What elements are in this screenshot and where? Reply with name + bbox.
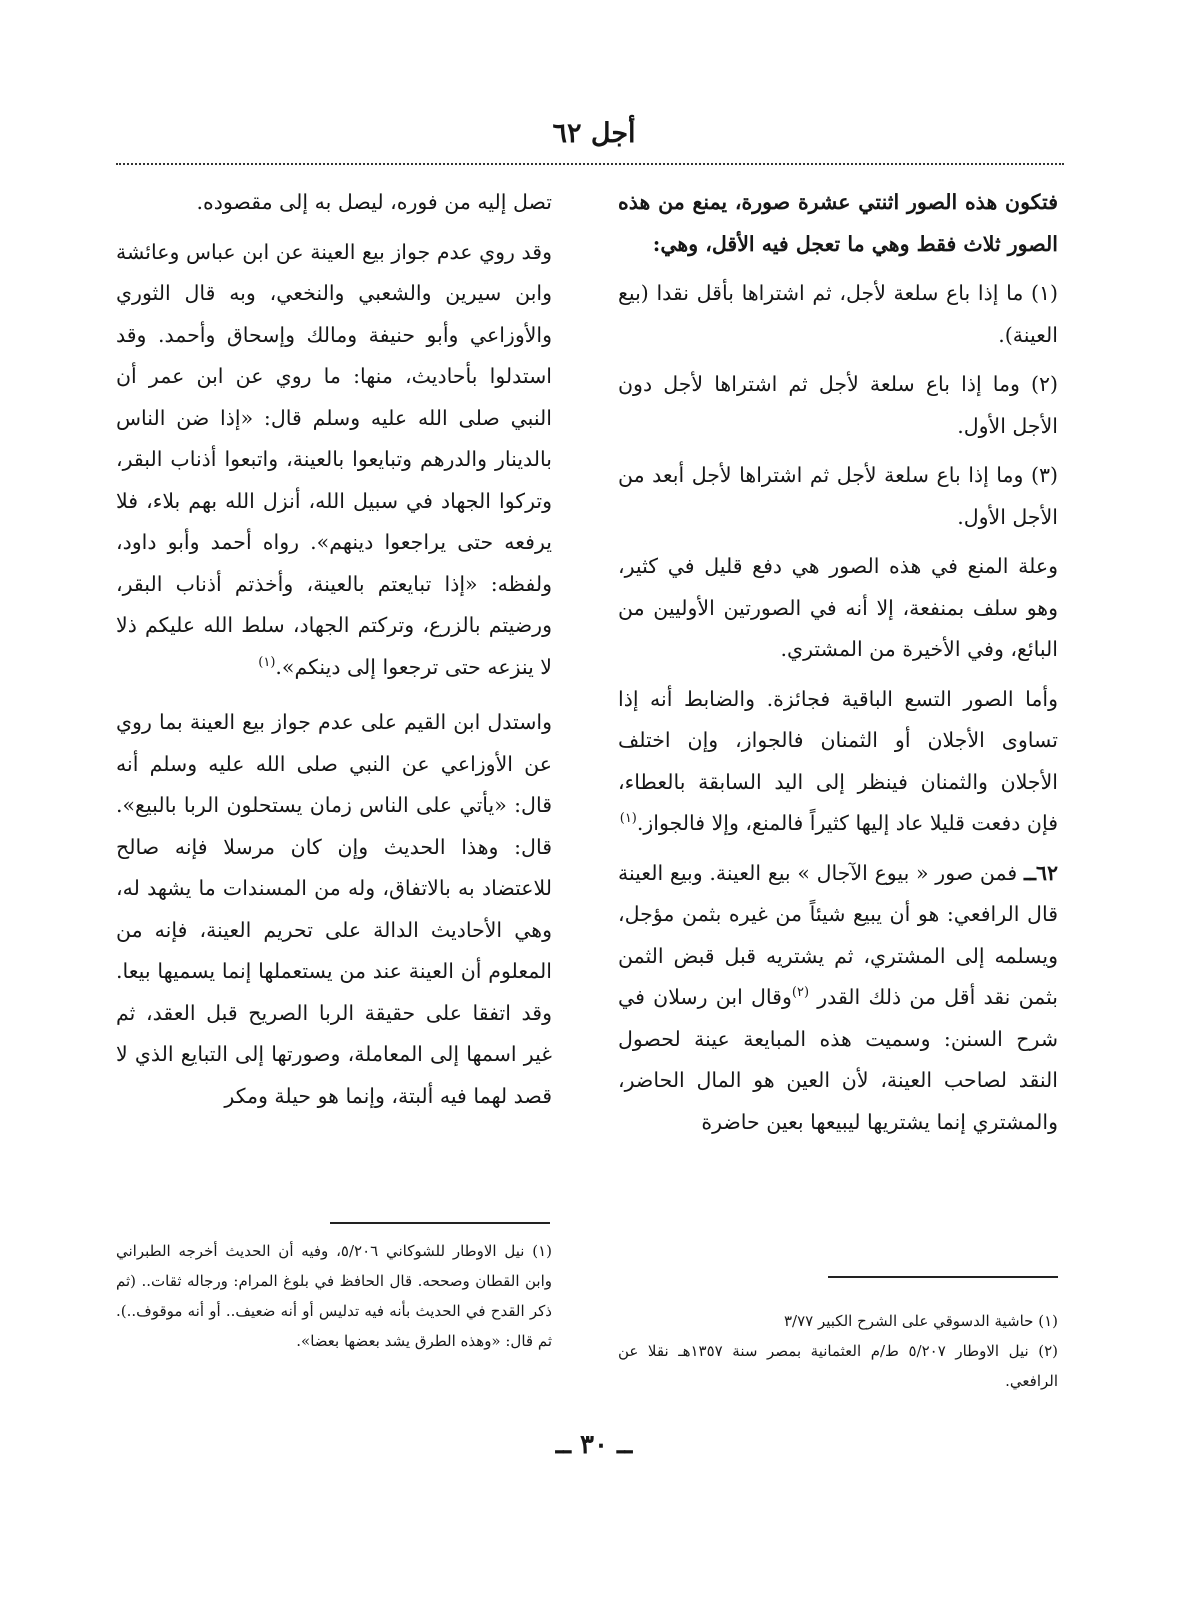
header-dotted-rule [116,163,1064,165]
footnote-ref-2: (٢) [791,985,810,1001]
footnote-rule-right [828,1276,1058,1278]
footnote-ref-1: (١) [619,811,637,827]
footnote-rule-left [330,1222,550,1224]
footnotes-right [618,1306,1058,1396]
paragraph-intro: فتكون هذه الصور اثنتي عشرة صورة، يمنع من هذه الصور ثلاث فقط وهي ما تعجل فيه الأقل، وهي: [618,190,1058,256]
paragraph-section-62 [618,853,1058,1144]
footnote-right-1: (١) حاشية الدسوقي على الشرح الكبير ٣/٧٧ [783,1312,1058,1330]
page-number: ــ ٣٠ ــ [555,1430,633,1460]
right-column [618,182,1058,1151]
section-text-b: وقال ابن رسلان في شرح السنن: وسميت هذه المبايعة عينة لحصول النقد لصاحب العينة، لأن العين هو المال الحاضر، والمشتري إنما يشتريها ليبيعها بعين حاضرة [618,985,1058,1134]
paragraph-remaining-cases [618,679,1058,845]
footnote-left-1: (١) نيل الاوطار للشوكاني ٥/٢٠٦، وفيه أن الحديث أخرجه الطبراني وابن القطان وصححه. قال الحافظ في بلوغ المرام: ورجاله ثقات.. (ثم ذكر القدح في الحديث بأنه فيه تدليس أو أنه ضعيف.. أو أنه موقوف..). ثم قال: «وهذه الطرق يشد بعضها بعضا». [116,1242,553,1350]
paragraph-remaining-text: وأما الصور التسع الباقية فجائزة. والضابط أنه إذا تساوى الأجلان أو الثمنان فالجواز، وإن اختلف الأجلان والثمنان فينظر إلى اليد السابقة بالعطاء، فإن دفعت قليلا عاد إليها كثيراً فالمنع، وإلا فالجواز. [618,686,1058,835]
paragraph-continuation: تصل إليه من فوره، ليصل به إلى مقصوده. [196,190,552,214]
section-number: ٦٢ــ [1023,860,1058,885]
paragraph-case-2: (٢) وما إذا باع سلعة لأجل ثم اشتراها لأجل دون الأجل الأول. [618,372,1058,438]
footnote-right-2: (٢) نيل الاوطار ٥/٢٠٧ ط/م العثمانية بمصر سنة ١٣٥٧هـ نقلا عن الرافعي. [618,1342,1058,1390]
paragraph-ibn-qayyim: واستدل ابن القيم على عدم جواز بيع العينة بما روي عن الأوزاعي عن النبي صلى الله عليه وسلم أنه قال: «يأتي على الناس زمان يستحلون الربا بالبيع». قال: وهذا الحديث وإن كان مرسلا فإنه صالح للاعتضاد به بالاتفاق، وله من المسندات ما يشهد له، وهي الأحاديث الدالة على تحريم العينة، فإنه من المعلوم أن العينة عند من يستعملها إنما يسميها بيعا. وقد اتفقا على حقيقة الربا الصريح قبل العقد، ثم غير اسمها إلى المعاملة، وصورتها إلى التبايع الذي لا قصد لهما فيه ألبتة، وإنما هو حيلة ومكر [116,710,552,1108]
paragraph-case-3: (٣) وما إذا باع سلعة لأجل ثم اشتراها لأجل أبعد من الأجل الأول. [618,463,1058,529]
paragraph-narrations-text: وقد روي عدم جواز بيع العينة عن ابن عباس وعائشة وابن سيرين والشعبي والنخعي، وبه قال الثوري والأوزاعي وأبو حنيفة ومالك وإسحاق وأحمد. وقد استدلوا بأحاديث، منها: ما روي عن ابن عمر أن النبي صلى الله عليه وسلم قال: «إذا ضن الناس بالدينار والدرهم وتبايعوا بالعينة، واتبعوا أذناب البقر، وتركوا الجهاد في سبيل الله، أنزل الله بهم بلاء، فلا يرفعه حتى يراجعوا دينهم». رواه أحمد وأبو داود، ولفظه: «إذا تبايعتم بالعينة، وأخذتم أذناب البقر، ورضيتم بالزرع، وتركتم الجهاد، سلط الله عليكم ذلا لا ينزعه حتى ترجعوا إلى دينكم». [116,239,552,679]
left-column [116,182,552,1125]
paragraph-narrations [116,232,552,689]
footnote-ref-left-1: (١) [258,654,276,670]
paragraph-reason: وعلة المنع في هذه الصور هي دفع قليل في كثير، وهو سلف بمنفعة، إلا أنه في الصورتين الأوليين من البائع، وفي الأخيرة من المشتري. [618,554,1058,661]
footnotes-left [116,1236,552,1356]
paragraph-case-1: (١) ما إذا باع سلعة لأجل، ثم اشتراها بأقل نقدا (بيع العينة). [618,281,1058,347]
section-text-a: فمن صور « بيوع الآجال » بيع العينة. وبيع العينة قال الرافعي: هو أن يبيع شيئاً من غيره بثمن مؤجل، ويسلمه إلى المشتري، ثم يشتريه قبل قبض الثمن بثمن نقد أقل من ذلك القدر [618,860,1058,1009]
page-header-title: أجل ٦٢ [552,118,636,149]
